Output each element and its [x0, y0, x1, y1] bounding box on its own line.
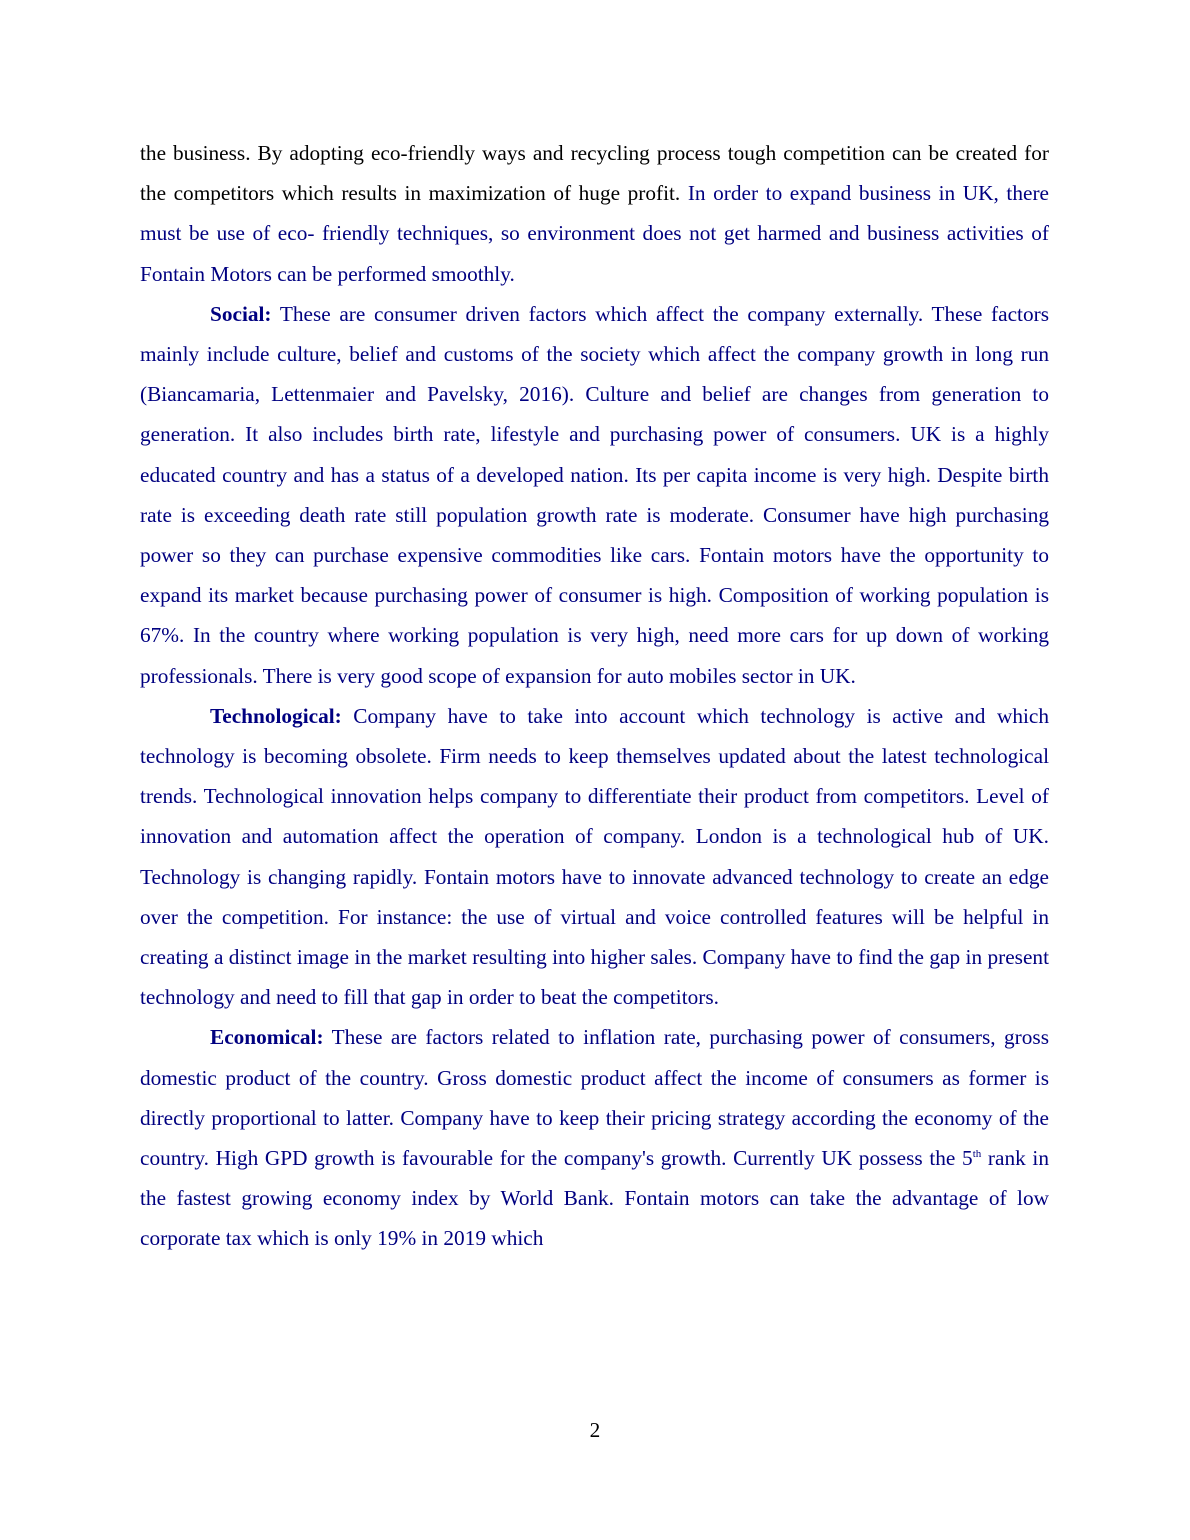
- ordinal-superscript: th: [972, 1147, 982, 1160]
- social-paragraph: [140, 294, 1049, 696]
- economical-paragraph: [140, 1017, 1049, 1258]
- intro-text-black: the business. By adopting eco-friendly ways and recycling process tough competition can be created for the competitors which results in maximization of huge profit.: [140, 141, 1049, 206]
- intro-text-blue: In order to expand business in UK, there must be use of eco- friendly techniques, so environment does not get harmed and business activities of Fontain Motors can be performed smoothly.: [140, 181, 1049, 286]
- social-body: These are consumer driven factors which affect the company externally. These factors mainly include culture, belief and customs of the society which affect the company growth in long run (Biancamaria, Lettenmaier and Pavelsky, 2016). Culture and belief are changes from generation to generation. It also includes birth rate, lifestyle and purchasing power of consumers. UK is a highly educated country and has a status of a developed nation. Its per capita income is very high. Despite birth rate is exceeding death rate still population growth rate is moderate. Consumer have high purchasing power so they can purchase expensive commodities like cars. Fontain motors have the opportunity to expand its market because purchasing power of consumer is high. Composition of working population is 67%. In the country where working population is very high, need more cars for up down of working professionals. There is very good scope of expansion for auto mobiles sector in UK.: [140, 301, 1049, 688]
- economical-body-start: These are factors related to inflation rate, purchasing power of consumers, gross domestic product of the country. Gross domestic product affect the income of consumers as former is directly proportional to latter. Company have to keep their pricing strategy according the economy of the country. High GPD growth is favourable for the company's growth. Currently UK possess the 5: [140, 1025, 1049, 1171]
- page-number: 2: [589, 1418, 601, 1442]
- economical-body-end: rank in the fastest growing economy index by World Bank. Fontain motors can take the advantage of low corporate tax which is only 19% in 2019 which: [140, 1146, 1049, 1251]
- technological-paragraph: [140, 696, 1049, 1018]
- technological-body: Company have to take into account which technology is active and which technology is becoming obsolete. Firm needs to keep themselves updated about the latest technological trends. Technological innovation helps company to differentiate their product from competitors. Level of innovation and automation affect the operation of company. London is a technological hub of UK. Technology is changing rapidly. Fontain motors have to innovate advanced technology to create an edge over the competition. For instance: the use of virtual and voice controlled features will be helpful in creating a distinct image in the market resulting into higher sales. Company have to find the gap in present technology and need to fill that gap in order to beat the competitors.: [140, 703, 1049, 1010]
- intro-paragraph: [140, 133, 1049, 294]
- document-page: [140, 133, 1049, 1259]
- technological-heading: Technological:: [210, 703, 342, 728]
- economical-heading: Economical:: [210, 1025, 324, 1050]
- social-heading: Social:: [210, 301, 272, 326]
